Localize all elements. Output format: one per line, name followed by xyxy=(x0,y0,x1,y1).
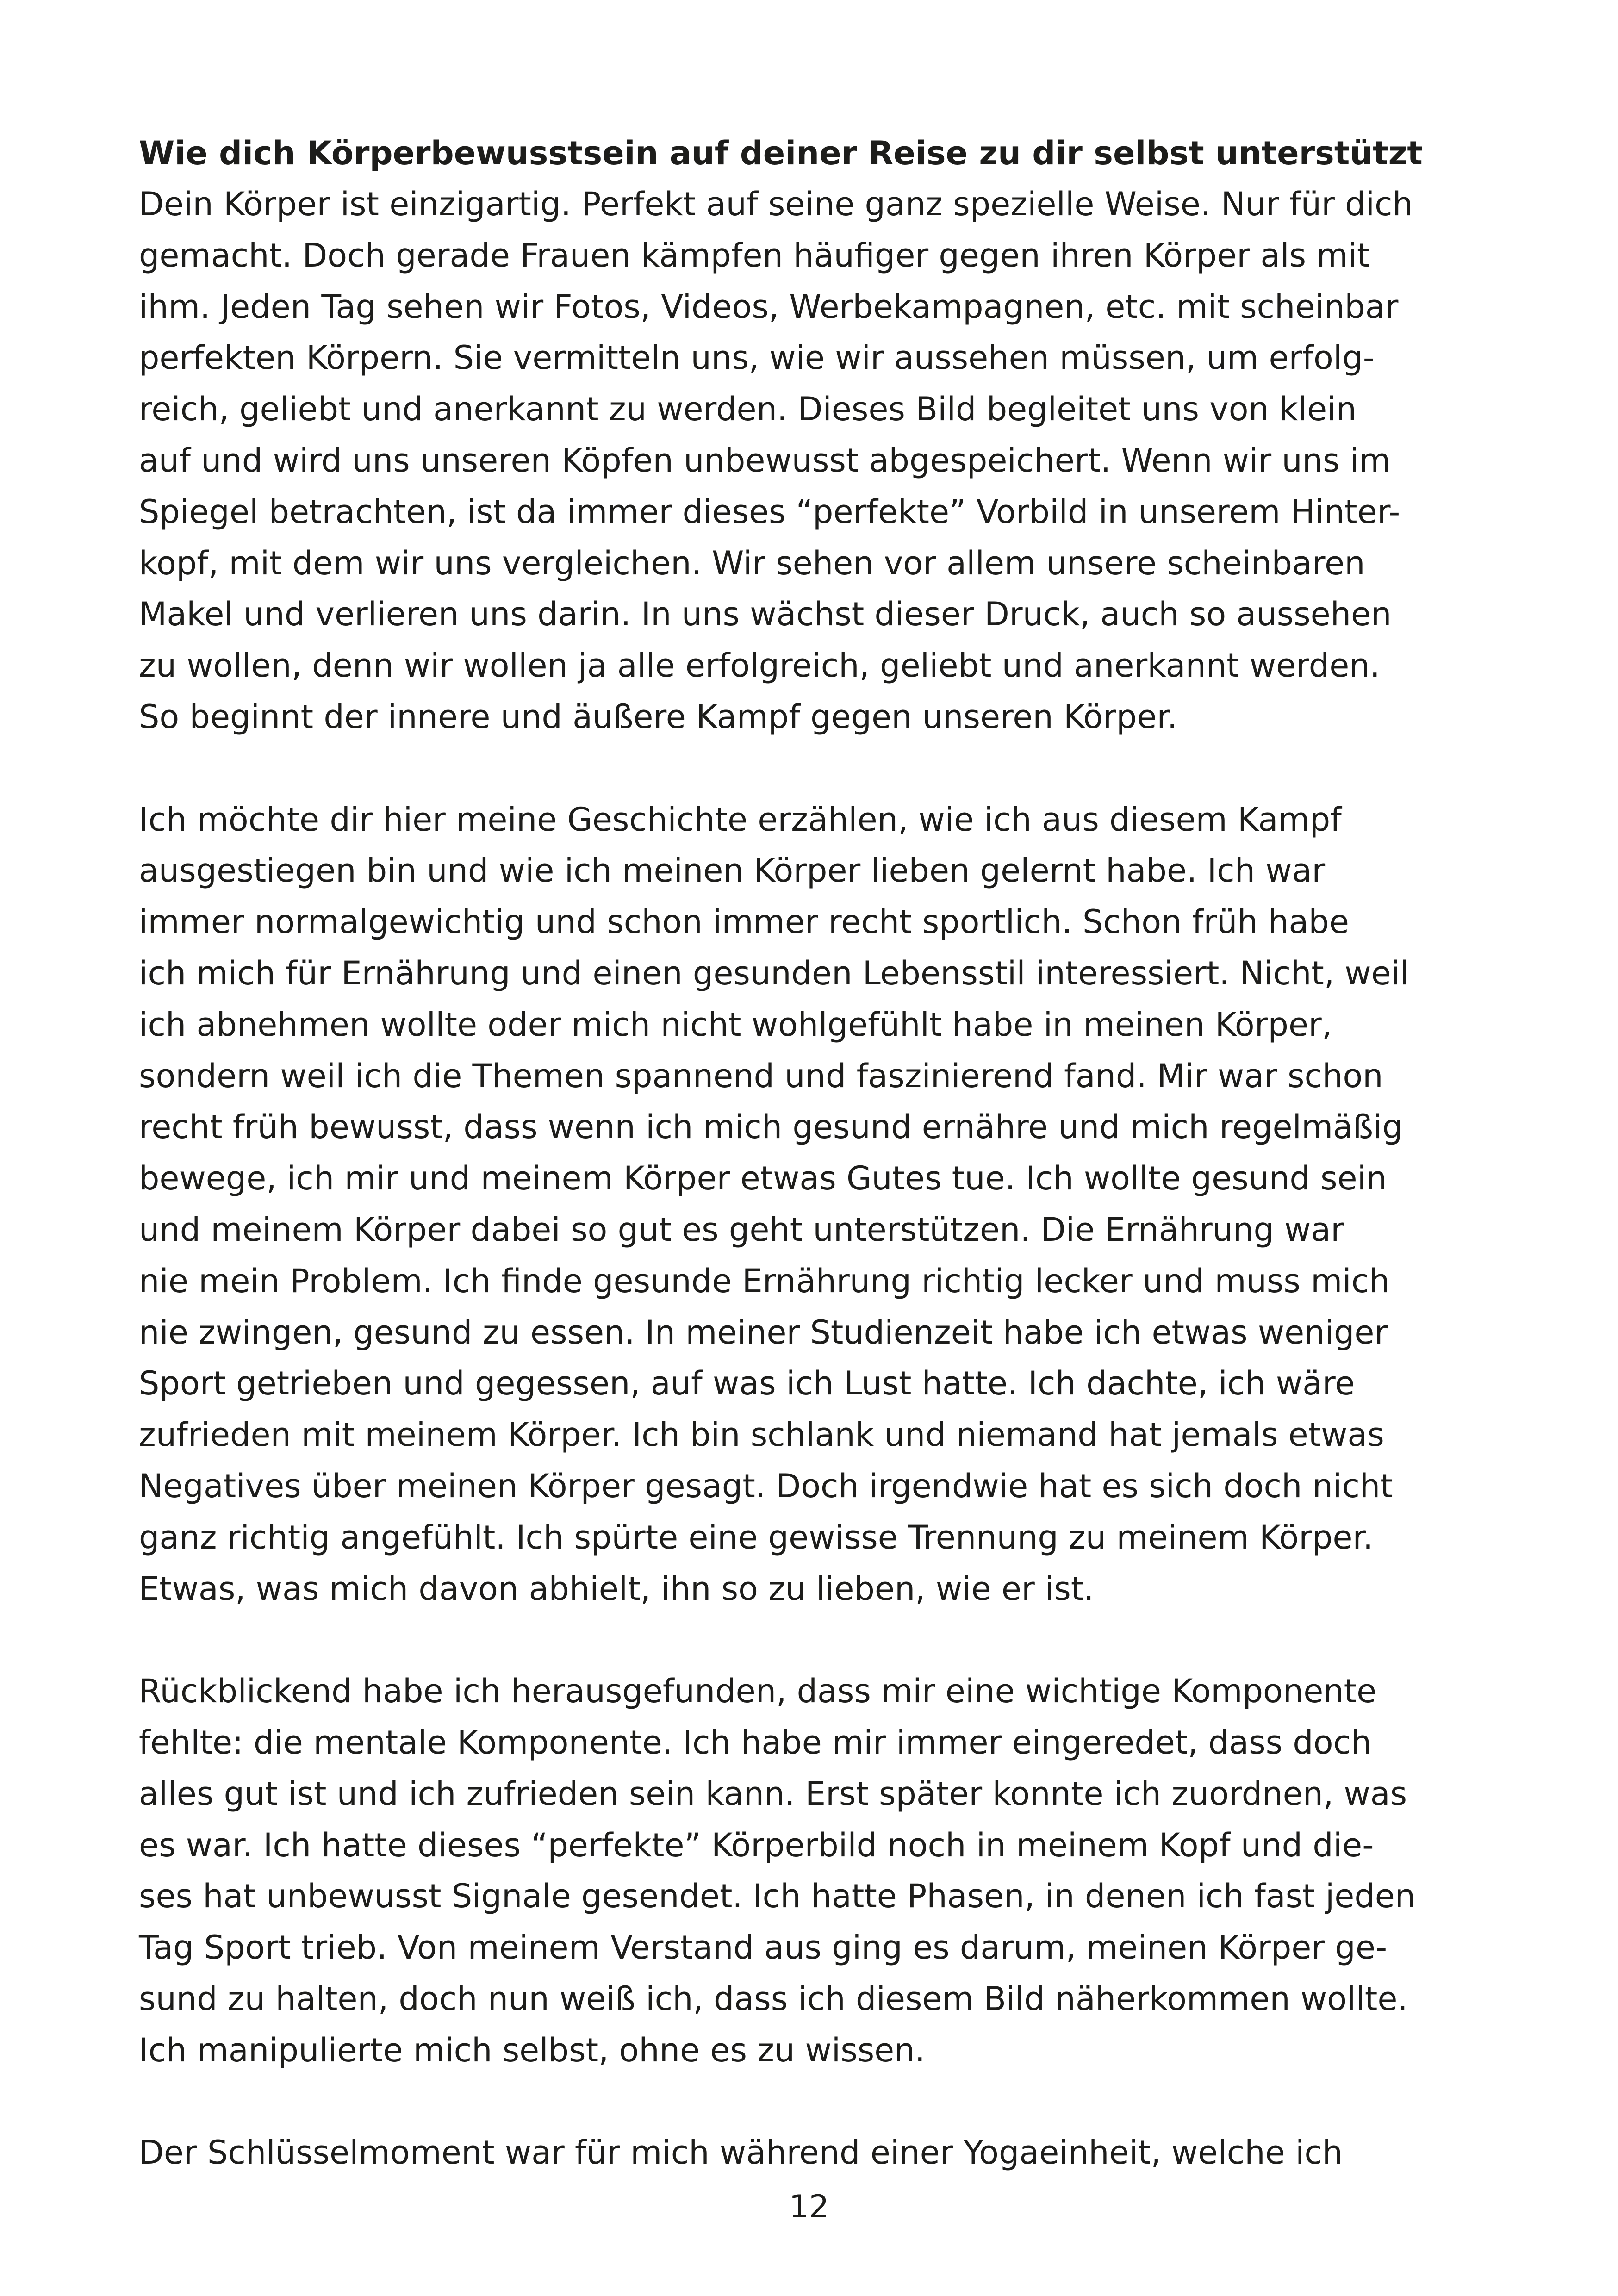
text-line: perfekten Körpern. Sie vermitteln uns, wie wir aussehen müssen, um erfolg- xyxy=(139,339,1375,377)
text-line: nie mein Problem. Ich finde gesunde Ernährung richtig lecker und muss mich xyxy=(139,1262,1390,1300)
text-line: ich abnehmen wollte oder mich nicht wohlgefühlt habe in meinen Körper, xyxy=(139,1006,1332,1044)
text-line: alles gut ist und ich zufrieden sein kann. Erst später konnte ich zuordnen, was xyxy=(139,1775,1407,1813)
text-line: Ich manipulierte mich selbst, ohne es zu wissen. xyxy=(139,2031,925,2069)
text-line: zufrieden mit meinem Körper. Ich bin schlank und niemand hat jemals etwas xyxy=(139,1416,1384,1454)
text-line: reich, geliebt und anerkannt zu werden. Dieses Bild begleitet uns von klein xyxy=(139,390,1357,428)
text-line: Der Schlüsselmoment war für mich während einer Yogaeinheit, welche ich xyxy=(139,2134,1343,2172)
text-line: ihm. Jeden Tag sehen wir Fotos, Videos, Werbekampagnen, etc. mit scheinbar xyxy=(139,288,1399,326)
text-line: und meinem Körper dabei so gut es geht unterstützen. Die Ernährung war xyxy=(139,1211,1344,1249)
text-line: immer normalgewichtig und schon immer recht sportlich. Schon früh habe xyxy=(139,903,1349,941)
text-line: ausgestiegen bin und wie ich meinen Körper lieben gelernt habe. Ich war xyxy=(139,852,1326,890)
text-line: ses hat unbewusst Signale gesendet. Ich hatte Phasen, in denen ich fast jeden xyxy=(139,1877,1416,1915)
page-number: 12 xyxy=(789,2189,829,2225)
text-line: ganz richtig angefühlt. Ich spürte eine gewisse Trennung zu meinem Körper. xyxy=(139,1518,1374,1556)
text-line: recht früh bewusst, dass wenn ich mich gesund ernähre und mich regelmäßig xyxy=(139,1108,1403,1146)
text-line: zu wollen, denn wir wollen ja alle erfolgreich, geliebt und anerkannt werden. xyxy=(139,647,1380,684)
text-line: Tag Sport trieb. Von meinem Verstand aus ging es darum, meinen Körper ge- xyxy=(139,1929,1388,1966)
text-line: ich mich für Ernährung und einen gesunden Lebensstil interessiert. Nicht, weil xyxy=(139,954,1409,992)
text-line: Sport getrieben und gegessen, auf was ich Lust hatte. Ich dachte, ich wäre xyxy=(139,1364,1355,1402)
text-line: Etwas, was mich davon abhielt, ihn so zu lieben, wie er ist. xyxy=(139,1570,1094,1608)
text-line: Makel und verlieren uns darin. In uns wächst dieser Druck, auch so aussehen xyxy=(139,595,1392,633)
text-line: gemacht. Doch gerade Frauen kämpfen häufiger gegen ihren Körper als mit xyxy=(139,236,1370,274)
text-line: nie zwingen, gesund zu essen. In meiner Studienzeit habe ich etwas weniger xyxy=(139,1313,1388,1351)
section-heading: Wie dich Körperbewusstsein auf deiner Reise zu dir selbst unterstützt xyxy=(139,134,1423,172)
text-line: es war. Ich hatte dieses “perfekte” Körperbild noch in meinem Kopf und die- xyxy=(139,1826,1374,1864)
text-line: kopf, mit dem wir uns vergleichen. Wir sehen vor allem unsere scheinbaren xyxy=(139,544,1365,582)
text-line: Negatives über meinen Körper gesagt. Doch irgendwie hat es sich doch nicht xyxy=(139,1467,1393,1505)
text-line: Rückblickend habe ich herausgefunden, dass mir eine wichtige Komponente xyxy=(139,1672,1377,1710)
text-line: Ich möchte dir hier meine Geschichte erzählen, wie ich aus diesem Kampf xyxy=(139,801,1342,839)
text-line: Dein Körper ist einzigartig. Perfekt auf seine ganz spezielle Weise. Nur für dich xyxy=(139,185,1413,223)
text-line: bewege, ich mir und meinem Körper etwas Gutes tue. Ich wollte gesund sein xyxy=(139,1159,1387,1197)
text-line: fehlte: die mentale Komponente. Ich habe mir immer eingeredet, dass doch xyxy=(139,1724,1372,1761)
text-line: So beginnt der innere und äußere Kampf gegen unseren Körper. xyxy=(139,698,1178,736)
text-line: Spiegel betrachten, ist da immer dieses “perfekte” Vorbild in unserem Hinter- xyxy=(139,493,1400,531)
text-line: auf und wird uns unseren Köpfen unbewusst abgespeichert. Wenn wir uns im xyxy=(139,442,1391,479)
text-line: sund zu halten, doch nun weiß ich, dass ich diesem Bild näherkommen wollte. xyxy=(139,1980,1408,2018)
text-line: sondern weil ich die Themen spannend und faszinierend fand. Mir war schon xyxy=(139,1057,1383,1095)
